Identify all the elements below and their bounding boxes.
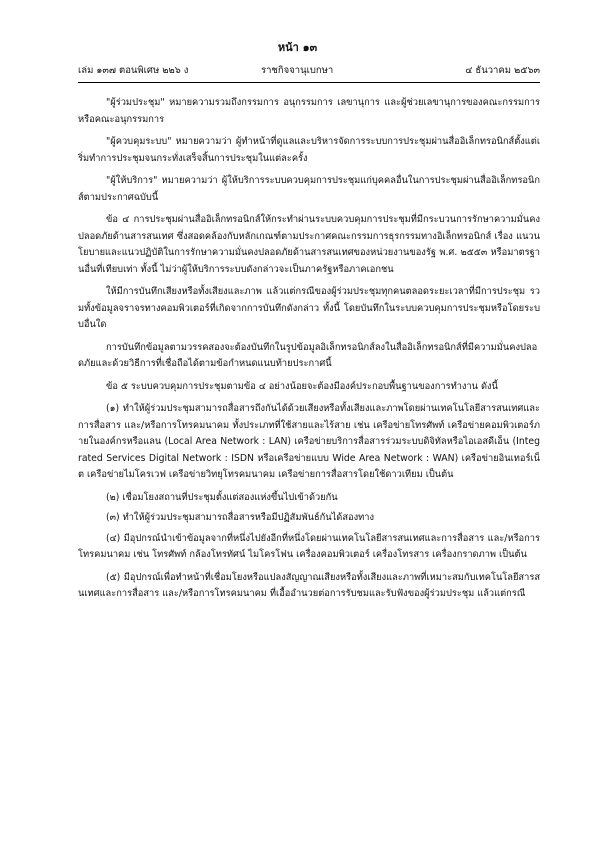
header-date: ๔ ธันวาคม ๒๕๖๓	[465, 65, 540, 76]
clause-4-paragraph-2: ให้มีการบันทึกเสียงหรือทั้งเสียงและภาพ แล้วแต่กรณีของผู้ร่วมประชุมทุกคนตลอดระยะเวลาที่มีการประชุม รวมทั้งข้อมูลจราจรทางคอมพิวเตอร์ที่เกิดจากการบันทึกดังกล่าว ทั้งนี้ โดยบันทึกในระบบควบคุมการประชุมหรือโดยระบบอื่นใด	[78, 286, 540, 330]
clause-5-item-5: (๕) มีอุปกรณ์เพื่อทำหน้าที่เชื่อมโยงหรือแปลงสัญญาณเสียงหรือทั้งเสียงและภาพที่เหมาะสมกับเทคโนโลยีสารสนเทศและการสื่อสาร และ/หรือการโทรคมนาคม ที่เอื้ออำนวยต่อการรับชมและรับฟังของผู้ร่วมประชุม แล้วแต่กรณี	[78, 571, 540, 599]
clause-4: ข้อ ๔ การประชุมผ่านสื่ออิเล็กทรอนิกส์ให้กระทำผ่านระบบควบคุมการประชุมที่มีกระบวนการรักษาความมั่นคงปลอดภัยด้านสารสนเทศ ซึ่งสอดคล้องกับหลักเกณฑ์ตามประกาศคณะกรรมการธุรกรรมทางอิเล็กทรอนิกส์ เรื่อง แนวนโยบายและแนวปฏิบัติในการรักษาความมั่นคงปลอดภัยด้านสารสนเทศของหน่วยงานของรัฐ พ.ศ. ๒๕๕๓ หรือมาตรฐานอื่นที่เทียบเท่า ทั้งนี้ ไม่ว่าผู้ให้บริการระบบดังกล่าวจะเป็นภาครัฐหรือภาคเอกชน	[78, 214, 540, 275]
clause-5-item-1: (๑) ทำให้ผู้ร่วมประชุมสามารถสื่อสารถึงกันได้ด้วยเสียงหรือทั้งเสียงและภาพโดยผ่านเทคโนโลยีสารสนเทศและการสื่อสาร และ/หรือการโทรคมนาคม ทั้งประเภทที่ใช้สายและไร้สาย เช่น เครือข่ายโทรศัพท์ เครือข่ายคอมพิวเตอร์ภายในองค์กรหรือแลน (Local Area Network : LAN) เครือข่ายบริการสื่อสารร่วมระบบดิจิทัลหรือไอเอสดีเอ็น (Integrated Services Digital Network : ISDN หรือเครือข่ายแบบ Wide Area Network : WAN) เครือข่ายอินเทอร์เน็ต เครือข่ายไมโครเวฟ เครือข่ายวิทยุโทรคมนาคม เครือข่ายการสื่อสารโดยใช้ดาวเทียม เป็นต้น	[78, 403, 540, 480]
clause-5-item-3: (๓) ทำให้ผู้ร่วมประชุมสามารถสื่อสารหรือมีปฏิสัมพันธ์กันได้สองทาง	[106, 512, 375, 523]
header-gazette-name: ราชกิจจานุเบกษา	[261, 65, 334, 76]
gazette-header	[78, 63, 540, 77]
document-body	[78, 95, 540, 609]
definition-service-provider: "ผู้ให้บริการ" หมายความว่า ผู้ให้บริการระบบควบคุมการประชุมแก่บุคคลอื่นในการประชุมผ่านสื่ออิเล็กทรอนิกส์ตามประกาศฉบับนี้	[78, 175, 540, 203]
definition-participant: "ผู้ร่วมประชุม" หมายความรวมถึงกรรมการ อนุกรรมการ เลขานุการ และผู้ช่วยเลขานุการของคณะกรรมการหรือคณะอนุกรรมการ	[78, 97, 540, 125]
clause-5: ข้อ ๕ ระบบควบคุมการประชุมตามข้อ ๔ อย่างน้อยจะต้องมีองค์ประกอบพื้นฐานของการทำงาน ดังนี้	[106, 380, 498, 392]
clause-4-paragraph-3: การบันทึกข้อมูลตามวรรคสองจะต้องบันทึกในรูปข้อมูลอิเล็กทรอนิกส์ลงในสื่ออิเล็กทรอนิกส์ที่มีความมั่นคงปลอดภัยและด้วยวิธีการที่เชื่อถือได้ตามข้อกำหนดแนบท้ายประกาศนี้	[78, 341, 538, 369]
clause-5-item-4: (๔) มีอุปกรณ์นำเข้าข้อมูลจากที่หนึ่งไปยังอีกที่หนึ่งโดยผ่านเทคโนโลยีสารสนเทศและการสื่อสาร และ/หรือการโทรคมนาคม เช่น โทรศัพท์ กล้องโทรทัศน์ ไมโครโฟน เครื่องคอมพิวเตอร์ เครื่องโทรสาร เครื่องกราดภาพ เป็นต้น	[78, 532, 540, 560]
header-volume: เล่ม ๑๓๗ ตอนพิเศษ ๒๒๖ ง	[78, 65, 189, 76]
page-number: หน้า ๑๓	[277, 41, 318, 54]
definition-system-controller: "ผู้ควบคุมระบบ" หมายความว่า ผู้ทำหน้าที่ดูแลและบริหารจัดการระบบการประชุมผ่านสื่ออิเล็กทรอนิกส์ตั้งแต่เริ่มทำการประชุมจนกระทั่งเสร็จสิ้นการประชุมในแต่ละครั้ง	[78, 136, 540, 164]
header-rule	[78, 82, 540, 83]
clause-5-item-2: (๒) เชื่อมโยงสถานที่ประชุมตั้งแต่สองแห่งขึ้นไปเข้าด้วยกัน	[106, 491, 338, 503]
